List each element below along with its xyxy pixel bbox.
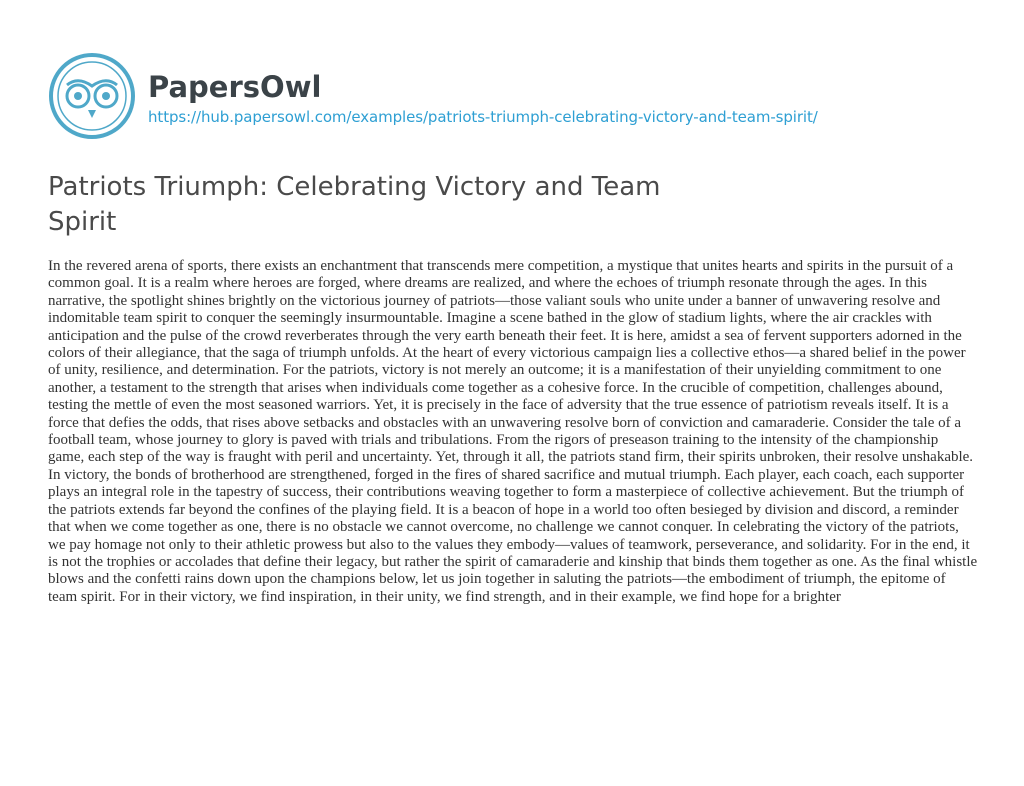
site-header: [48, 52, 818, 140]
article-title: Patriots Triumph: Celebrating Victory and Team Spirit: [48, 172, 661, 237]
source-url-link[interactable]: https://hub.papersowl.com/examples/patriots-triumph-celebrating-victory-and-team-spirit/: [148, 108, 818, 126]
article-body: In the revered arena of sports, there exists an enchantment that transcends mere competition, a mystique that unites hearts and spirits in the pursuit of a common goal. It is a realm where heroes are forged, where dreams are realized, and where the echoes of triumph resonate through the ages. In this narrative, the spotlight shines brightly on the victorious journey of patriots—those valiant souls who unite under a banner of unwavering resolve and indomitable team spirit to conquer the seemingly insurmountable. Imagine a scene bathed in the glow of stadium lights, where the air crackles with anticipation and the pulse of the crowd reverberates through the very earth beneath their feet. It is here, amidst a sea of fervent supporters adorned in the colors of their allegiance, that the saga of triumph unfolds. At the heart of every victorious campaign lies a collective ethos—a shared belief in the power of unity, resilience, and determination. For the patriots, victory is not merely an outcome; it is a manifestation of their unyielding commitment to one another, a testament to the strength that arises when individuals come together as a cohesive force. In the crucible of competition, challenges abound, testing the mettle of even the most seasoned warriors. Yet, it is precisely in the face of adversity that the true essence of patriotism reveals itself. It is a force that defies the odds, that rises above setbacks and obstacles with an unwavering resolve born of conviction and camaraderie. Consider the tale of a football team, whose journey to glory is paved with trials and tribulations. From the rigors of preseason training to the intensity of the championship game, each step of the way is fraught with peril and uncertainty. Yet, through it all, the patriots stand firm, their spirits unbroken, their resolve unshakable. In victory, the bonds of brotherhood are strengthened, forged in the fires of shared sacrifice and mutual triumph. Each player, each coach, each supporter plays an integral role in the tapestry of success, their contributions weaving together to form a masterpiece of collective achievement. But the triumph of the patriots extends far beyond the confines of the playing field. It is a beacon of hope in a world too often besieged by division and discord, a reminder that when we come together as one, there is no obstacle we cannot overcome, no challenge we cannot conquer. In celebrating the victory of the patriots, we pay homage not only to their athletic prowess but also to the values they embody—values of teamwork, perseverance, and solidarity. For in the end, it is not the trophies or accolades that define their legacy, but rather the spirit of camaraderie and kinship that binds them together as one. As the final whistle blows and the confetti rains down upon the champions below, let us join together in saluting the patriots—the embodiment of triumph, the epitome of team spirit. For in their victory, we find inspiration, in their unity, we find strength, and in their example, we find hope for a brighter: [48, 258, 978, 605]
brand-name[interactable]: PapersOwl: [148, 70, 322, 104]
owl-logo-icon[interactable]: [48, 52, 136, 140]
brand-block: [148, 66, 818, 126]
